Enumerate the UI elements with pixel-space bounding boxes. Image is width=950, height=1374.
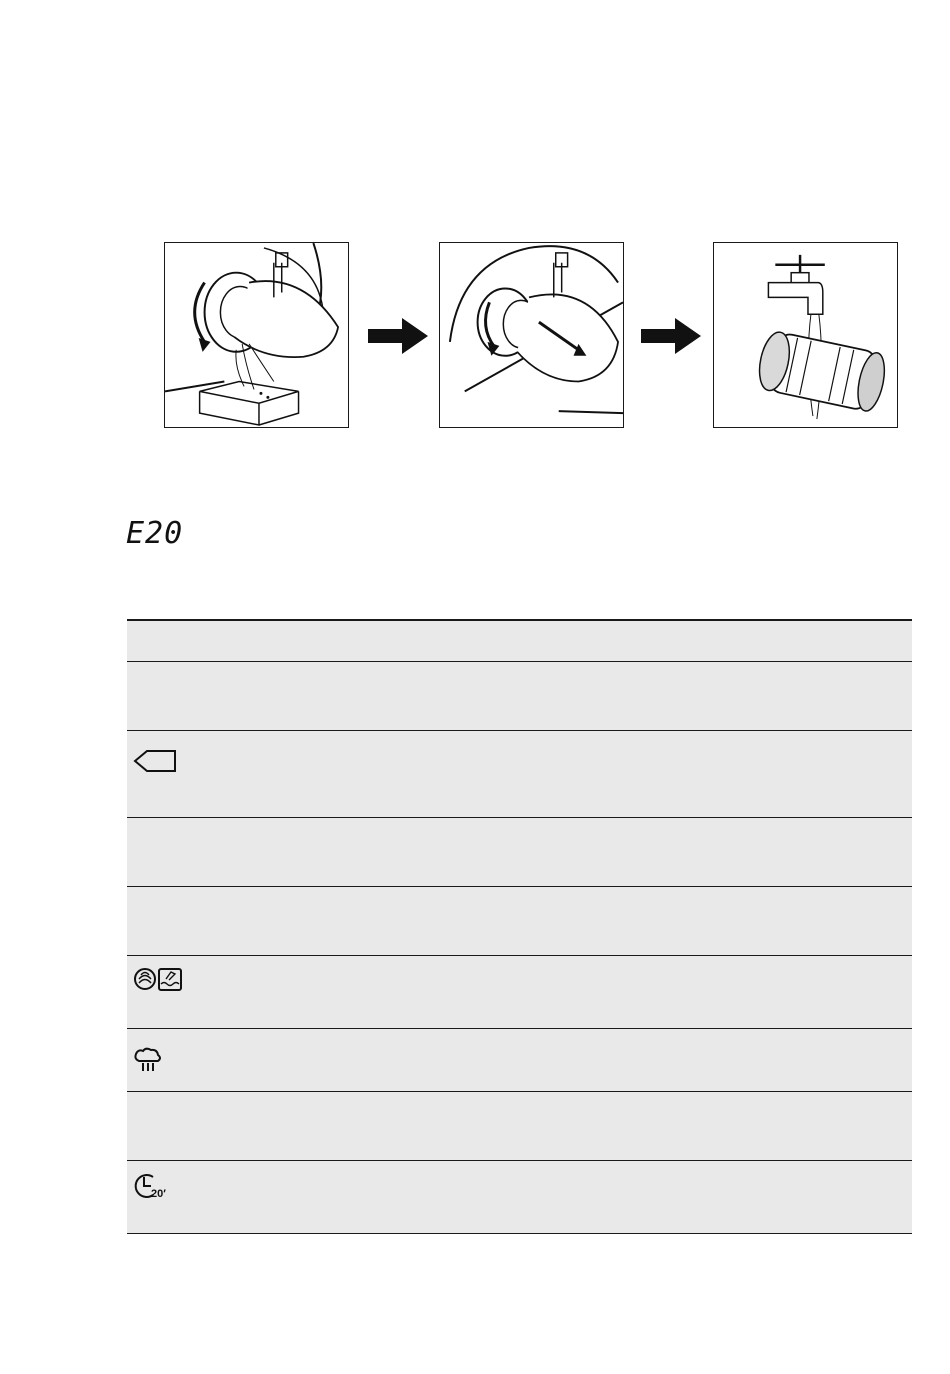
error-code-display: E20 [126, 516, 184, 551]
steam-icon [133, 1047, 163, 1078]
wool-handwash-icon [133, 966, 183, 997]
next-step-arrow-icon [641, 318, 701, 354]
drain-filter-rinse-illustration [714, 243, 897, 427]
table-row [127, 818, 912, 887]
troubleshooting-table [127, 619, 912, 1234]
illustration-remove-filter [439, 242, 624, 428]
table-row [127, 731, 912, 818]
table-row [127, 887, 912, 956]
table-row [127, 1029, 912, 1092]
drain-filter-unscrew-illustration [165, 243, 348, 427]
table-row [127, 1092, 912, 1161]
illustration-rinse-filter [713, 242, 898, 428]
tag-outline-icon [133, 749, 177, 778]
illustration-unscrew-filter [164, 242, 349, 428]
time-save-20-icon [133, 1171, 169, 1204]
svg-text:20′: 20′ [151, 1188, 166, 1199]
next-step-arrow-icon [368, 318, 428, 354]
drain-filter-remove-illustration [440, 243, 623, 427]
table-row [127, 1161, 912, 1234]
table-row [127, 621, 912, 662]
table-row [127, 956, 912, 1029]
table-row [127, 662, 912, 731]
